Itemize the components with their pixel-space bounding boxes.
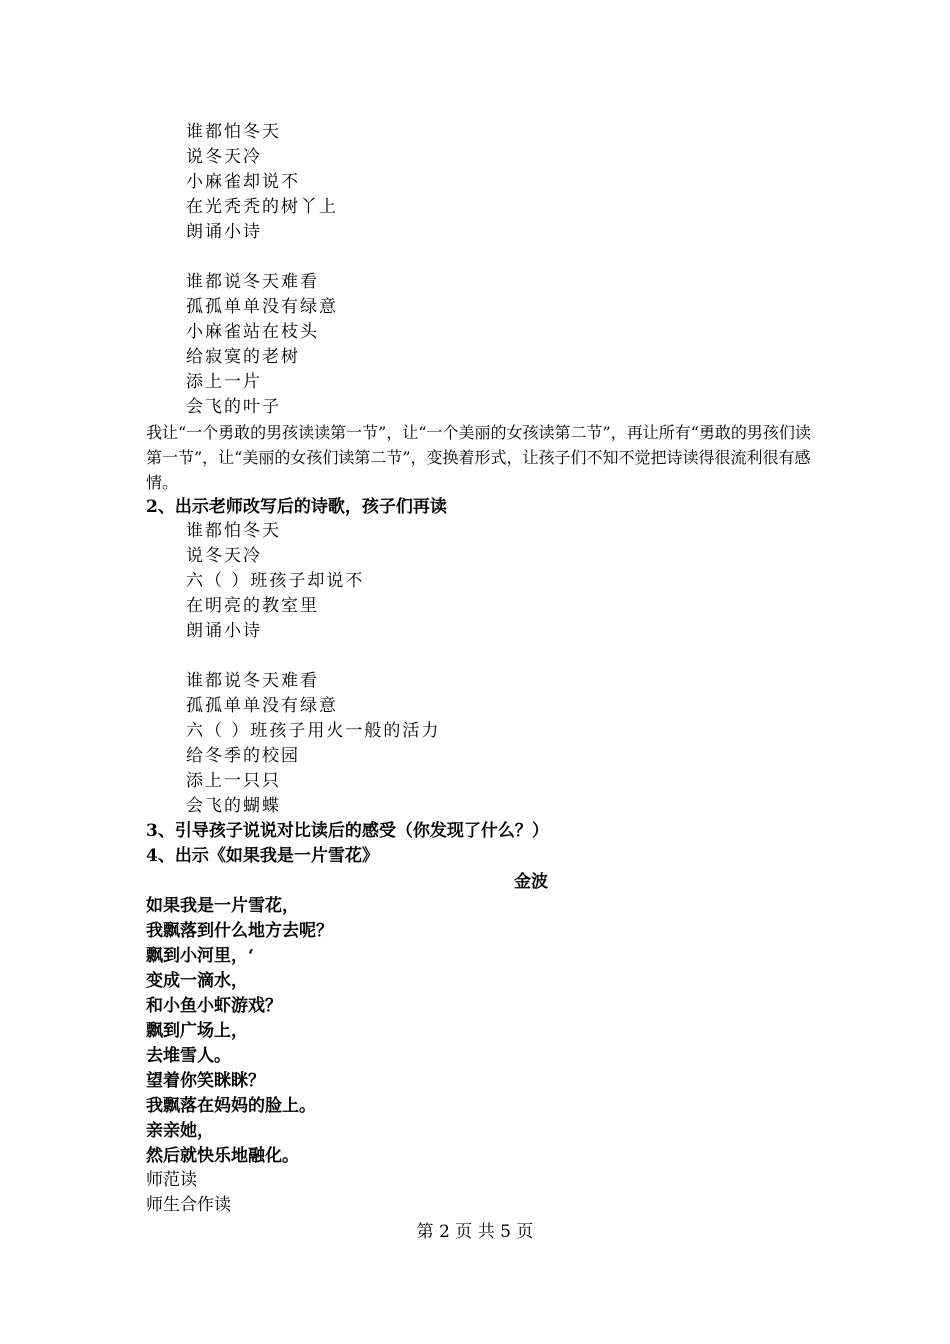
poem1-line: 谁都说冬天难看 xyxy=(186,272,319,292)
section-heading-3: 3、引导孩子说说对比读后的感受（你发现了什么？） xyxy=(146,821,549,841)
poem1-line: 谁都怕冬天 xyxy=(186,122,281,142)
poem3-line: 我飘落在妈妈的脸上。 xyxy=(146,1096,316,1116)
poem2-line: 会飞的蝴蝶 xyxy=(186,796,281,816)
poem3-line: 望着你笑眯眯？ xyxy=(146,1071,265,1091)
activity-line: 师范读 xyxy=(146,1170,197,1190)
poem3-line: 和小鱼小虾游戏？ xyxy=(146,996,282,1016)
poem1-line: 给寂寞的老树 xyxy=(186,347,300,367)
poem3-line: 飘到小河里，‘ xyxy=(146,946,254,966)
poem1-line: 小麻雀却说不 xyxy=(186,172,300,192)
poem2-line: 六（ ）班孩子用火一般的活力 xyxy=(186,721,441,741)
poem2-line: 给冬季的校园 xyxy=(186,746,300,766)
section-heading-4: 4、出示《如果我是一片雪花》 xyxy=(146,846,379,866)
poem1-line: 添上一片 xyxy=(186,372,262,392)
poem2-line: 谁都说冬天难看 xyxy=(186,671,319,691)
poem1-line: 在光秃秃的树丫上 xyxy=(186,197,338,217)
poem3-line: 去堆雪人。 xyxy=(146,1046,231,1066)
poem3-line: 亲亲她， xyxy=(146,1121,214,1141)
poem3-line: 然后就快乐地融化。 xyxy=(146,1146,299,1166)
poem1-line: 会飞的叶子 xyxy=(186,397,281,417)
poem2-line: 在明亮的教室里 xyxy=(186,596,319,616)
poem3-line: 如果我是一片雪花， xyxy=(146,896,299,916)
poem2-line: 添上一只只 xyxy=(186,771,281,791)
section-heading-2: 2、出示老师改写后的诗歌，孩子们再读 xyxy=(146,497,447,517)
poem2-line: 孤孤单单没有绿意 xyxy=(186,696,338,716)
poem1-line: 孤孤单单没有绿意 xyxy=(186,297,338,317)
poem3-line: 变成一滴水， xyxy=(146,971,248,991)
poem2-line: 说冬天冷 xyxy=(186,546,262,566)
poem1-line: 小麻雀站在枝头 xyxy=(186,322,319,342)
poem1-line: 朗诵小诗 xyxy=(186,222,262,242)
poem3-line: 飘到广场上， xyxy=(146,1021,248,1041)
poem3-line: 我飘落到什么地方去呢？ xyxy=(146,921,333,941)
body-paragraph: 我让“一个勇敢的男孩读读第一节”，让“一个美丽的女孩读第二节”，再让所有“勇敢的男孩们读第一节”，让“美丽的女孩们读第二节”，变换着形式，让孩子们不知不觉把诗读得很流利很有感情。 xyxy=(146,423,811,492)
poem2-line: 谁都怕冬天 xyxy=(186,521,281,541)
poem1-line: 说冬天冷 xyxy=(186,147,262,167)
activity-line: 师生合作读 xyxy=(146,1195,231,1215)
poem2-line: 六（ ）班孩子却说不 xyxy=(186,571,365,591)
poem-author: 金波 xyxy=(514,872,548,892)
poem2-line: 朗诵小诗 xyxy=(186,621,262,641)
page-footer: 第 2 页 共 5 页 xyxy=(416,1222,534,1242)
